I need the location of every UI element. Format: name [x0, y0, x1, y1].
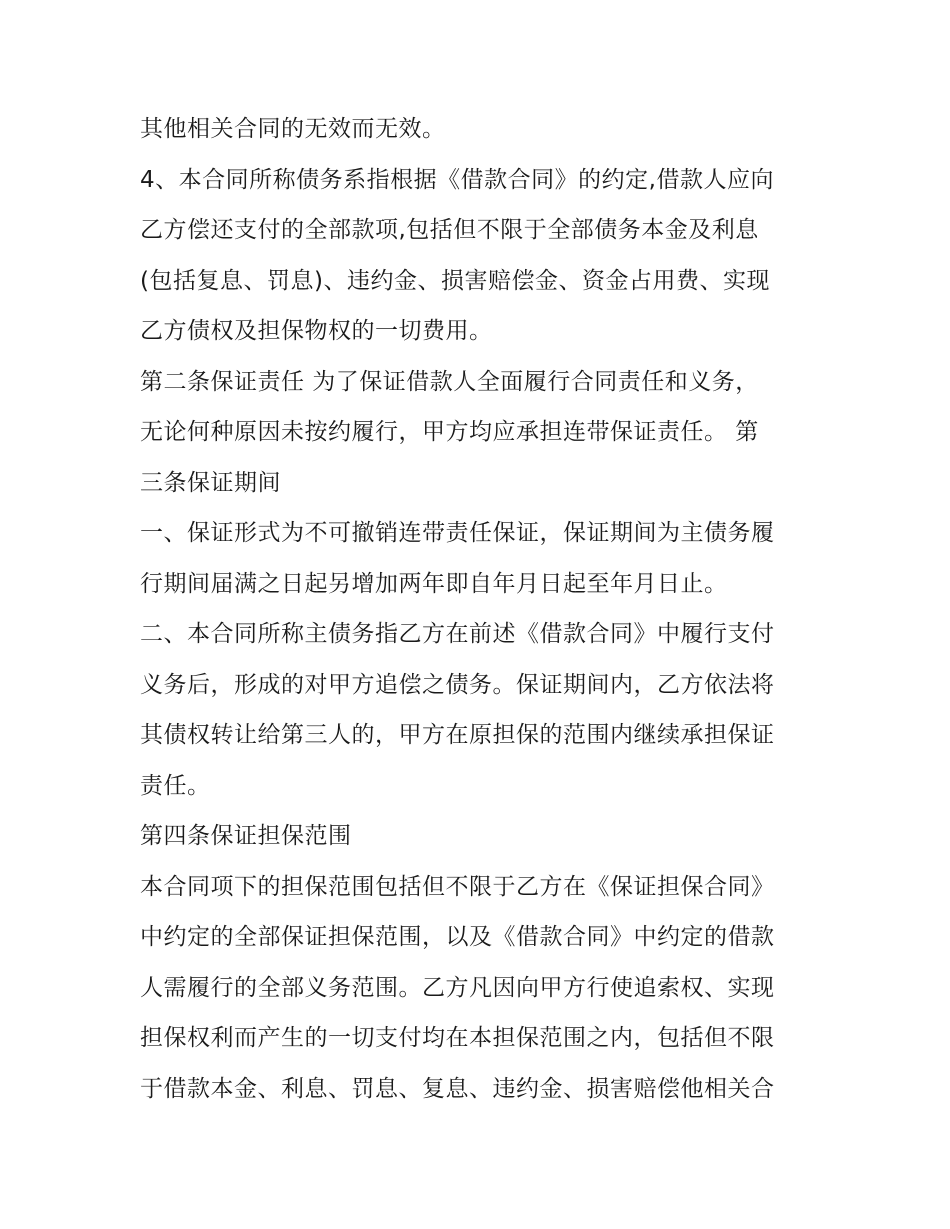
text-line: 乙方债权及担保物权的一切费用。: [140, 318, 493, 344]
text-line: 行期间届满之日起另增加两年即自年月日起至年月日止。: [140, 570, 728, 597]
section-heading-line: 第四条保证担保范围: [140, 823, 352, 849]
text-line: 一、保证形式为不可撤销连带责任保证，保证期间为主债务履: [140, 520, 775, 546]
text-line: 于借款本金、利息、罚息、复息、违约金、损害赔偿他相关合: [140, 1075, 775, 1102]
section-heading-line: 第二条保证责任 为了保证借款人全面履行合同责任和义务，: [140, 368, 759, 395]
text-line: 乙方偿还支付的全部款项,包括但不限于全部债务本金及利息: [140, 217, 759, 243]
text-line: (包括复息、罚息)、违约金、损害赔偿金、资金占用费、实现: [140, 267, 770, 294]
text-line: 义务后，形成的对甲方追偿之债务。保证期间内，乙方依法将: [140, 671, 775, 698]
text-line: 无论何种原因未按约履行，甲方均应承担连带保证责任。 第: [140, 419, 759, 445]
text-line: 中约定的全部保证担保范围，以及《借款合同》中约定的借款: [140, 924, 775, 950]
text-line: 担保权利而产生的一切支付均在本担保范围之内，包括但不限: [140, 1025, 775, 1051]
text-line: 其他相关合同的无效而无效。: [140, 116, 446, 142]
text-line: 责任。: [140, 772, 211, 799]
text-line: 其债权转让给第三人的，甲方在原担保的范围内继续承担保证: [140, 722, 775, 748]
section-heading-line: 三条保证期间: [140, 469, 281, 496]
text-line: 人需履行的全部义务范围。乙方凡因向甲方行使追索权、实现: [140, 974, 775, 1001]
text-line: 二、本合同所称主债务指乙方在前述《借款合同》中履行支付: [140, 621, 775, 647]
text-line: 4、本合同所称债务系指根据《借款合同》的约定,借款人应向: [140, 166, 774, 193]
document-body: [140, 104, 820, 1114]
text-line: 本合同项下的担保范围包括但不限于乙方在《保证担保合同》: [140, 873, 775, 900]
